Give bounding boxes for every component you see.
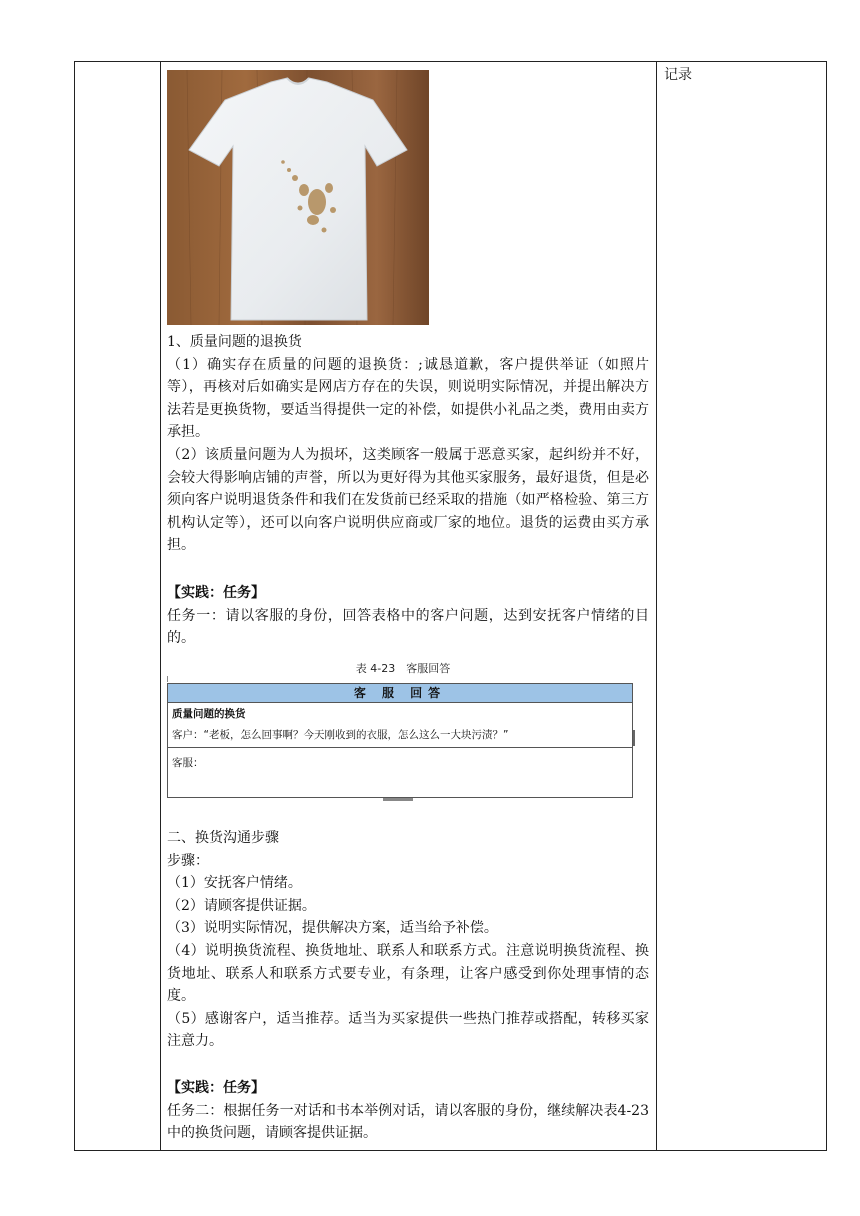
step-item: （1）安抚客户情绪。 <box>167 875 302 892</box>
task-text: 任务一：请以客服的身份，回答表格中的客户问题，达到安抚客户情绪的目的。 <box>167 607 649 647</box>
exchange-steps-section <box>167 827 649 1053</box>
practice-task-two <box>167 1077 649 1145</box>
customer-question: 客户：“老板，怎么回事啊？今天刚收到的衣服，怎么这么一大块污渍？” <box>172 729 509 741</box>
paragraph: （1）确实存在质量的问题的退换货：;诚恳道歉，客户提供举证（如照片等），再核对后如确实是网店方存在的失误，则说明实际情况，并提出解决方法若是更换货物，要适当得提供一定的补偿，如提供小礼品之类，费用由卖方承担。 <box>167 356 649 441</box>
steps-label: 步骤： <box>167 852 209 869</box>
figure-table-body <box>167 703 633 798</box>
step-item: （4）说明换货流程、换货地址、联系人和联系方式。注意说明换货流程、换货地址、联系人和联系方式要专业，有条理，让客户感受到你处理事情的态度。 <box>167 942 649 1005</box>
paragraph: （2）该质量问题为人为损坏，这类顾客一般属于恶意买家，起纠纷并不好，会较大得影响店铺的声誉，所以为更好得为其他买家服务，最好退货，但是必须向客户说明退货条件和我们在发货前已经采取的措施（如严格检验、第三方机构认定等），还可以向客户说明供应商或厂家的地位。退货的运费由买方承担。 <box>167 446 649 554</box>
section-heading: 二、换货沟通步骤 <box>167 830 279 846</box>
step-item: （5）感谢客户，适当推荐。适当为买家提供一些热门推荐或搭配，转移买家注意力。 <box>167 1010 649 1050</box>
figure-mark <box>167 676 168 682</box>
figure-caption: 表 4-23 客服回答 <box>355 662 451 675</box>
step-item: （2）请顾客提供证据。 <box>167 897 316 914</box>
service-answer-cell: 客服： <box>172 757 204 769</box>
stained-tshirt-photo <box>167 70 429 325</box>
figure-row-title: 质量问题的换货 <box>172 708 246 720</box>
section-heading: 1、质量问题的退换货 <box>167 334 302 350</box>
column-divider-left <box>160 62 161 1150</box>
column-divider-right <box>656 62 657 1150</box>
figure-mark <box>383 798 413 801</box>
figure-mark <box>633 730 635 746</box>
practice-heading: 【实践：任务】 <box>167 1080 265 1096</box>
record-column-label: 记录 <box>664 67 692 83</box>
table-4-23-figure <box>167 660 639 802</box>
practice-task-one <box>167 582 649 650</box>
figure-table-row <box>168 703 632 748</box>
task-text: 任务二：根据任务一对话和书本举例对话，请以客服的身份，继续解决表4-23 中的换货问题，请顾客提供证据。 <box>167 1102 649 1142</box>
practice-heading: 【实践：任务】 <box>167 585 265 601</box>
step-item: （3）说明实际情况，提供解决方案，适当给予补偿。 <box>167 920 498 937</box>
figure-table-header: 客 服 回答 <box>167 683 633 703</box>
quality-return-section <box>167 331 649 557</box>
